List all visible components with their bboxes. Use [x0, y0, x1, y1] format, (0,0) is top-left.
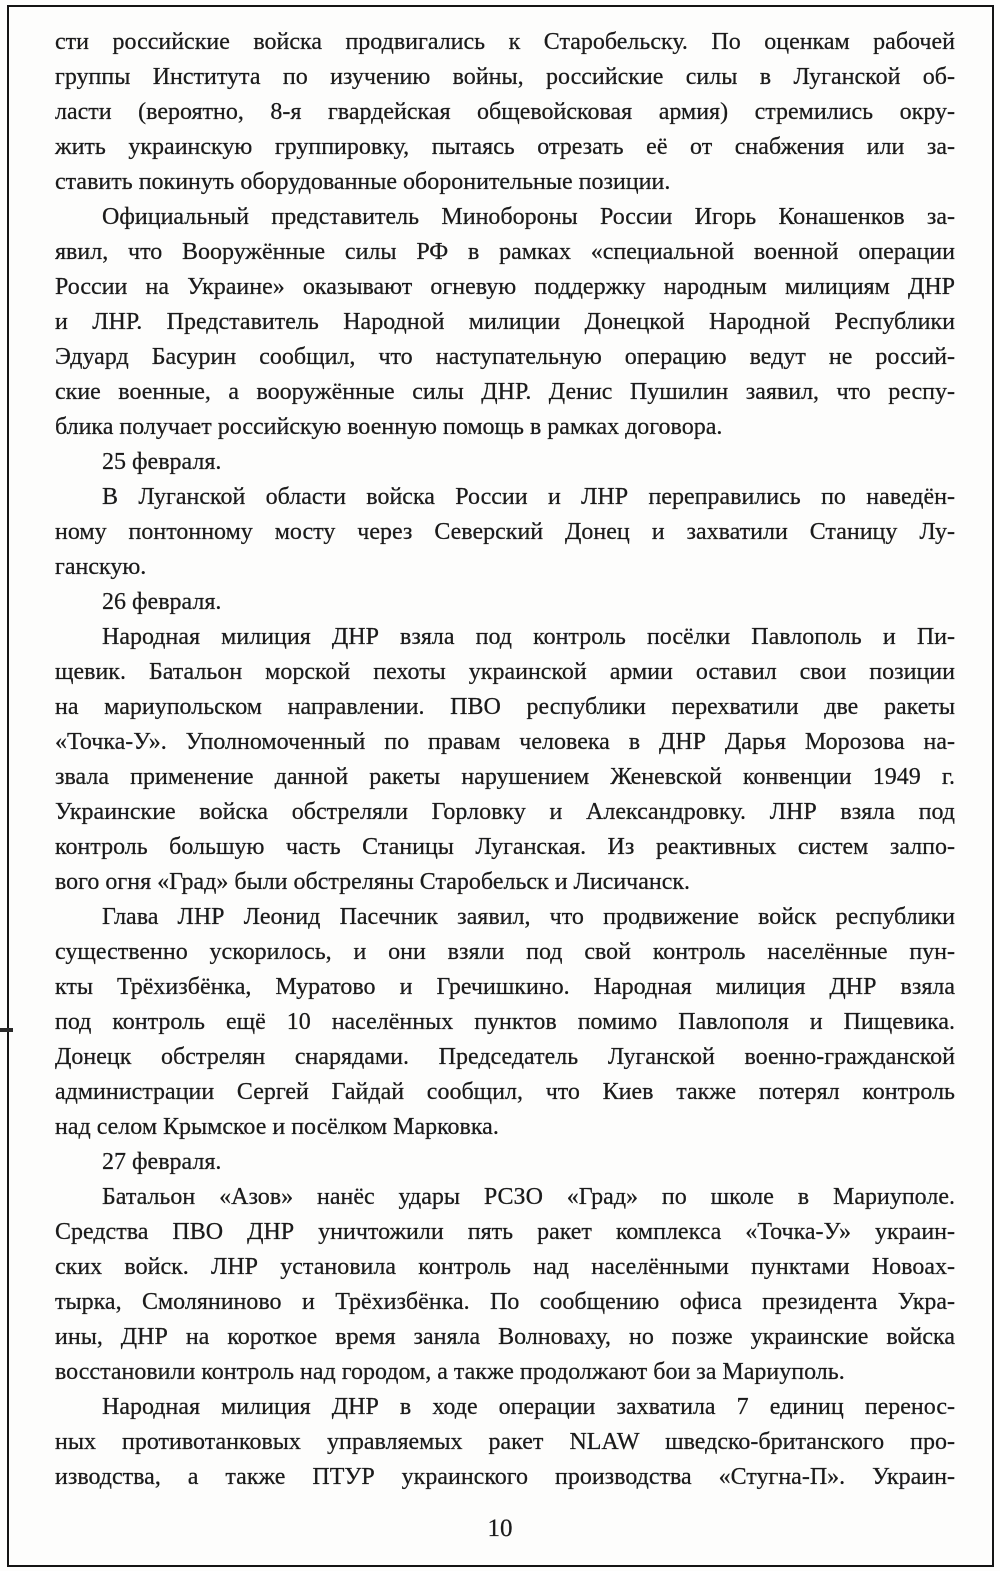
text-line: кты Трёхизбёнка, Муратово и Гречишкино. Народная милиция ДНР взяла: [55, 974, 955, 1000]
text-line: ному понтонному мосту через Северский Донец и захватили Станицу Лу-: [55, 519, 955, 545]
text-line: Эдуард Басурин сообщил, что наступательную операцию ведут не россий-: [55, 344, 955, 370]
text-line: явил, что Вооружённые силы РФ в рамках «специальной военной операции: [55, 239, 955, 265]
text-line: В Луганской области войска России и ЛНР переправились по наведён-: [102, 484, 955, 510]
text-line: 26 февраля.: [102, 589, 222, 615]
text-line: Средства ПВО ДНР уничтожили пять ракет комплекса «Точка-У» украин-: [55, 1219, 955, 1245]
text-line: щевик. Батальон морской пехоты украинской армии оставил свои позиции: [55, 659, 955, 685]
paragraph: [55, 200, 955, 445]
text-line: группы Института по изучению войны, российские силы в Луганской об-: [55, 64, 955, 90]
text-line: «Точка-У». Уполномоченный по правам человека в ДНР Дарья Морозова на-: [55, 729, 955, 755]
text-line: Украинские войска обстреляли Горловку и Александровку. ЛНР взяла под: [55, 799, 955, 825]
text-line: ины, ДНР на короткое время заняла Волноваху, но позже украинские войска: [55, 1324, 955, 1350]
text-line: Донецк обстрелян снарядами. Председатель Луганской военно-гражданской: [55, 1044, 955, 1070]
paragraph: [55, 900, 955, 1145]
text-line: и ЛНР. Представитель Народной милиции Донецкой Народной Республики: [55, 309, 955, 335]
scan-mark-left-margin: [0, 1028, 13, 1032]
paragraph: [55, 480, 955, 585]
text-line: ставить покинуть оборудованные оборонительные позиции.: [55, 169, 671, 195]
text-line: Глава ЛНР Леонид Пасечник заявил, что продвижение войск республики: [102, 904, 955, 930]
text-line: вого огня «Град» были обстреляны Старобельск и Лисичанск.: [55, 869, 691, 895]
text-line: контроль большую часть Станицы Луганская. Из реактивных систем залпо-: [55, 834, 955, 860]
text-line: звала применение данной ракеты нарушением Женевской конвенции 1949 г.: [55, 764, 955, 790]
text-line: тырка, Смоляниново и Трёхизбёнка. По сообщению офиса президента Укра-: [55, 1289, 955, 1315]
text-line: Официальный представитель Минобороны России Игорь Конашенков за-: [102, 204, 955, 230]
paragraph: [55, 445, 955, 480]
text-line: администрации Сергей Гайдай сообщил, что Киев также потерял контроль: [55, 1079, 955, 1105]
text-line: на мариупольском направлении. ПВО республики перехватили две ракеты: [55, 694, 955, 720]
paragraph: [55, 1180, 955, 1390]
text-line: ские военные, а вооружённые силы ДНР. Денис Пушилин заявил, что респу-: [55, 379, 955, 405]
paragraph: [55, 1145, 955, 1180]
text-line: жить украинскую группировку, пытаясь отрезать её от снабжения или за-: [55, 134, 955, 160]
text-line: ных противотанковых управляемых ракет NLAW шведско-британского про-: [55, 1429, 955, 1455]
text-block: [55, 25, 955, 1495]
text-line: существенно ускорилось, и они взяли под свой контроль населённые пун-: [55, 939, 955, 965]
text-line: 25 февраля.: [102, 449, 222, 475]
paragraph: [55, 620, 955, 900]
text-line: блика получает российскую военную помощь в рамках договора.: [55, 414, 723, 440]
paragraph: [55, 25, 955, 200]
paragraph: [55, 585, 955, 620]
text-line: сти российские войска продвигались к Старобельску. По оценкам рабочей: [55, 29, 955, 55]
text-line: Народная милиция ДНР в ходе операции захватила 7 единиц перенос-: [102, 1394, 955, 1420]
text-line: России на Украине» оказывают огневую поддержку народным милициям ДНР: [55, 274, 955, 300]
text-line: ганскую.: [55, 554, 147, 580]
text-line: восстановили контроль над городом, а также продолжают бои за Мариуполь.: [55, 1359, 845, 1385]
text-line: ских войск. ЛНР установила контроль над населёнными пунктами Новоах-: [55, 1254, 955, 1280]
text-line: Народная милиция ДНР взяла под контроль посёлки Павлополь и Пи-: [102, 624, 955, 650]
text-line: под контроль ещё 10 населённых пунктов помимо Павлополя и Пищевика.: [55, 1009, 955, 1035]
page-number: 10: [487, 1515, 513, 1542]
text-line: 27 февраля.: [102, 1149, 222, 1175]
text-line: изводства, а также ПТУР украинского производства «Стугна-П». Украин-: [55, 1464, 955, 1490]
text-line: ласти (вероятно, 8-я гвардейская общевойсковая армия) стремились окру-: [55, 99, 955, 125]
paragraph: [55, 1390, 955, 1495]
text-line: Батальон «Азов» нанёс удары РСЗО «Град» по школе в Мариуполе.: [102, 1184, 955, 1210]
text-line: над селом Крымское и посёлком Марковка.: [55, 1114, 499, 1140]
